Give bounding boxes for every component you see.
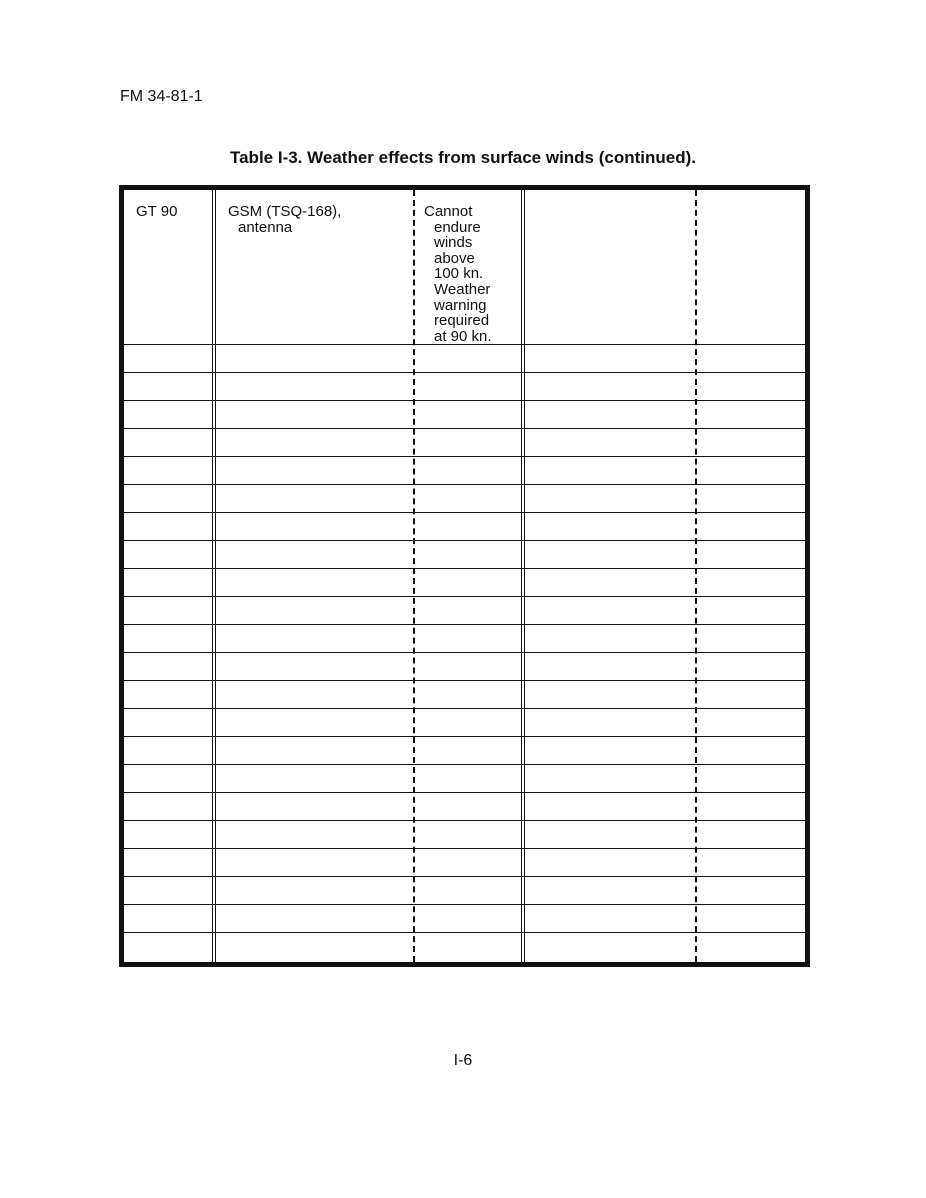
page-number: I-6 bbox=[453, 1052, 473, 1069]
table-row-divider bbox=[124, 624, 805, 625]
effect-line-1: Cannot bbox=[424, 203, 473, 220]
effect-line-9: at 90 kn. bbox=[434, 327, 492, 345]
table-row-divider bbox=[124, 848, 805, 849]
column-divider-2 bbox=[413, 190, 415, 962]
table-row-divider bbox=[124, 484, 805, 485]
table-row-divider bbox=[124, 708, 805, 709]
table-row-divider bbox=[124, 540, 805, 541]
column-divider-3 bbox=[521, 190, 525, 962]
table-row-divider bbox=[124, 904, 805, 905]
table-row-divider bbox=[124, 736, 805, 737]
table-title: Table I-3. Weather effects from surface winds (continued). bbox=[229, 148, 696, 167]
row1-equipment-cell bbox=[228, 204, 341, 235]
table-row-divider bbox=[124, 764, 805, 765]
table-row-divider bbox=[124, 820, 805, 821]
effect-line-3: winds bbox=[434, 234, 473, 252]
table-row-divider bbox=[124, 792, 805, 793]
row1-effect-cell bbox=[424, 204, 492, 344]
table-row-divider bbox=[124, 512, 805, 513]
table-row-divider bbox=[124, 428, 805, 429]
table-row-divider bbox=[124, 876, 805, 877]
effect-line-7: warning bbox=[434, 296, 487, 314]
table-row-divider bbox=[124, 400, 805, 401]
effect-line-5: 100 kn. bbox=[434, 265, 484, 283]
effect-line-2: endure bbox=[434, 218, 481, 236]
equipment-line-1: GSM (TSQ-168), bbox=[228, 203, 342, 220]
table-row-divider bbox=[124, 456, 805, 457]
table-row-divider bbox=[124, 932, 805, 933]
table-row-divider bbox=[124, 372, 805, 373]
column-divider-1 bbox=[212, 190, 216, 962]
effect-line-4: above bbox=[434, 249, 475, 267]
table-row-divider bbox=[124, 680, 805, 681]
table-row-divider bbox=[124, 596, 805, 597]
row1-code-cell: GT 90 bbox=[136, 203, 178, 220]
equipment-line-2: antenna bbox=[238, 218, 293, 236]
document-id: FM 34-81-1 bbox=[120, 88, 203, 105]
table-row-divider bbox=[124, 652, 805, 653]
effect-line-6: Weather bbox=[434, 280, 491, 298]
effect-line-8: required bbox=[434, 312, 490, 330]
table-row-divider bbox=[124, 568, 805, 569]
column-divider-4 bbox=[695, 190, 697, 962]
